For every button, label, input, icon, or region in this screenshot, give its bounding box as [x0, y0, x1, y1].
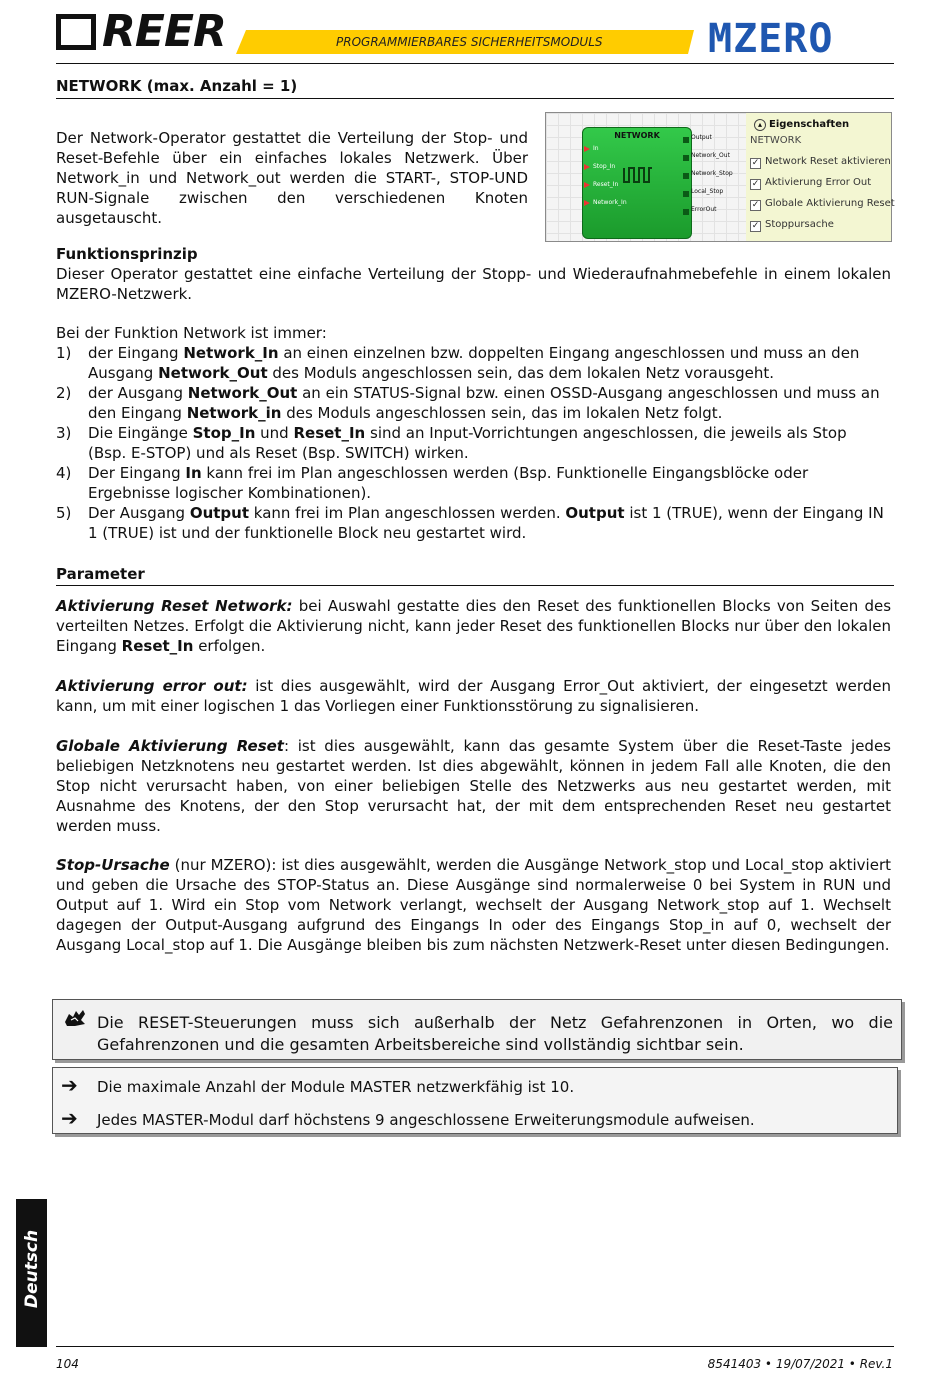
language-tab	[16, 1199, 47, 1347]
reer-logo-mark-icon	[56, 14, 96, 50]
out-connector-icon	[683, 173, 689, 179]
pin-stop-in: Stop_In	[593, 163, 616, 170]
info-notes	[52, 1067, 898, 1134]
out-connector-icon	[683, 209, 689, 215]
param-reset-network: Aktivierung Reset Network: bei Auswahl gestatte dies den Reset des funktionellen Blocks von Seiten des verteilten Netzes. Erfolgt die Aktivierung nicht, kann jeder Reset des funktionellen Blocks nur über den lokalen Eingang Reset_In erfolgen.	[56, 597, 892, 655]
network-rules-list	[56, 343, 886, 543]
list-item: 5) Der Ausgang Output kann frei im Plan angeschlossen werden. Output ist 1 (TRUE), wenn der Eingang IN 1 (TRUE) ist und der funktionelle Block neu gestartet wird.	[56, 504, 884, 542]
prop-error-out[interactable]: ✓ Aktivierung Error Out	[751, 177, 872, 189]
network-function-block	[582, 127, 692, 239]
header-band-text: PROGRAMMIERBARES SICHERHEITSMODULS	[336, 35, 603, 49]
pin-reset-in: Reset_In	[593, 181, 619, 188]
checkbox-checked-icon[interactable]: ✓	[751, 179, 760, 189]
section-title-rule	[56, 98, 894, 99]
properties-title: ▴ Eigenschaften	[754, 119, 849, 131]
pin-network-stop: Network_Stop	[691, 170, 733, 177]
language-tab-label: Deutsch	[22, 1229, 42, 1309]
param-error-out: Aktivierung error out: ist dies ausgewählt, wird der Ausgang Error_Out aktiviert, der eingesetzt werden kann, um mit einer logischen 1 das Vorliegen einer Funktionsstörung zu signalisieren.	[56, 677, 892, 715]
checkbox-checked-icon[interactable]: ✓	[751, 200, 760, 210]
warning-note	[52, 999, 902, 1060]
pin-error-out: ErrorOut	[691, 206, 717, 213]
arrow-right-icon: ➔	[61, 1073, 78, 1097]
parameter-title-rule	[56, 585, 894, 586]
intro-paragraph: Der Network-Operator gestattet die Verteilung der Stop- und Reset-Befehle über ein einfaches lokales Netzwerk. Über Network_in und Network_out werden die START-, STOP-UND RUN-Signale zwischen den verschiedenen Knoten ausgetauscht.	[56, 129, 528, 227]
properties-subtitle: NETWORK	[750, 135, 802, 146]
parameter-title: Parameter	[56, 565, 145, 583]
section-title: NETWORK (max. Anzahl = 1)	[56, 77, 298, 95]
function-principle-text: Dieser Operator gestattet eine einfache Verteilung der Stopp- und Wiederaufnahmebefehle in einem lokalen MZERO-Netzwerk.	[56, 265, 891, 303]
pin-network-in: Network_In	[593, 199, 627, 206]
pin-local-stop: Local_Stop	[691, 188, 724, 195]
network-wave-icon	[623, 166, 653, 184]
param-global-reset: Globale Aktivierung Reset: ist dies ausgewählt, kann das gesamte System über die Reset-Taste jedes beliebigen Netzknotens neu gestartet werden. Ist dies abgewählt, können in jedem Fall alle Knoten, die den Stop nicht verursacht haben, von einer beliebigen Stelle des Netzwerks aus neu gestartet werden, mit Ausnahme des Knotens, der den Stop verursacht hat, der mit dem entsprechenden Reset neu gestartet werden muss.	[56, 737, 891, 835]
out-connector-icon	[683, 137, 689, 143]
document-reference: 8541403 • 19/07/2021 • Rev.1	[707, 1357, 893, 1371]
properties-panel	[746, 113, 895, 241]
prop-network-reset[interactable]: ✓ Network Reset aktivieren	[751, 156, 891, 168]
reer-logo	[56, 6, 232, 57]
list-item: 3) Die Eingänge Stop_In und Reset_In sind an Input-Vorrichtungen angeschlossen, die jeweils als Stop (Bsp. E-STOP) und als Reset (Bsp. SWITCH) wirken.	[56, 424, 847, 462]
block-title: NETWORK	[614, 131, 660, 140]
param-stop-cause: Stop-Ursache (nur MZERO): ist dies ausgewählt, werden die Ausgänge Network_stop und Local_stop aktiviert und geben die Ursache des STOP-Status an. Diese Ausgänge sind normalerweise 0 bei System in RUN und Output auf 1. Wird ein Stop vom Network verlangt, wechselt der Ausgang Network_stop auf 1. Wechselt dagegen der Output-Ausgang aufgrund des Eingangs In oder des Eingangs Stop_in auf 0, wechselt der Ausgang Local_stop auf 1. Die Ausgänge bleiben bis zum nächsten Netzwerk-Reset unter diesen Bedingungen.	[56, 856, 891, 954]
network-block-figure	[545, 112, 895, 242]
list-item: 2) der Ausgang Network_Out an ein STATUS-Signal bzw. einen OSSD-Ausgang angeschlossen und muss an den Eingang Network_in des Moduls angeschlossen sein, das im lokalen Netz folgt.	[56, 384, 880, 422]
arrow-right-icon: ➔	[61, 1106, 78, 1130]
info-note-text: Die maximale Anzahl der Module MASTER netzwerkfähig ist 10.	[97, 1078, 575, 1096]
collapse-icon[interactable]: ▴	[754, 119, 766, 131]
pin-output: Output	[691, 134, 712, 141]
info-note-text: Jedes MASTER-Modul darf höchstens 9 angeschlossene Erweiterungsmodule aufweisen.	[97, 1111, 755, 1129]
page-number: 104	[56, 1357, 79, 1371]
list-lead: Bei der Funktion Network ist immer:	[56, 324, 327, 342]
out-connector-icon	[683, 155, 689, 161]
checkbox-checked-icon[interactable]: ✓	[751, 221, 760, 231]
diagram-canvas	[546, 113, 746, 241]
prop-stop-cause[interactable]: ✓ Stoppursache	[751, 219, 834, 231]
header-divider	[56, 63, 894, 64]
pin-network-out: Network_Out	[691, 152, 730, 159]
list-item: 4) Der Eingang In kann frei im Plan angeschlossen werden (Bsp. Funktionelle Eingangsblöcke oder Ergebnisse logischer Kombinationen).	[56, 464, 809, 502]
list-item: 1) der Eingang Network_In an einen einzelnen bzw. doppelten Eingang angeschlossen und muss an den Ausgang Network_Out des Moduls angeschlossen sein, das dem lokalen Netz vorausgeht.	[56, 344, 860, 382]
function-principle-title: Funktionsprinzip	[56, 245, 198, 263]
hand-warning-icon	[63, 1008, 87, 1028]
mzero-logo: MZERO	[708, 16, 834, 62]
reer-logo-text: REER	[102, 6, 226, 57]
out-connector-icon	[683, 191, 689, 197]
warning-note-text: Die RESET-Steuerungen muss sich außerhalb der Netz Gefahrenzonen in Orten, wo die Gefahrenzonen und die gesamten Arbeitsbereiche sind vollständig sichtbar sein.	[97, 1013, 893, 1054]
checkbox-checked-icon[interactable]: ✓	[751, 158, 760, 168]
prop-global-reset[interactable]: ✓ Globale Aktivierung Reset	[751, 198, 895, 210]
footer-divider	[56, 1346, 894, 1347]
pin-in: In	[593, 145, 599, 152]
